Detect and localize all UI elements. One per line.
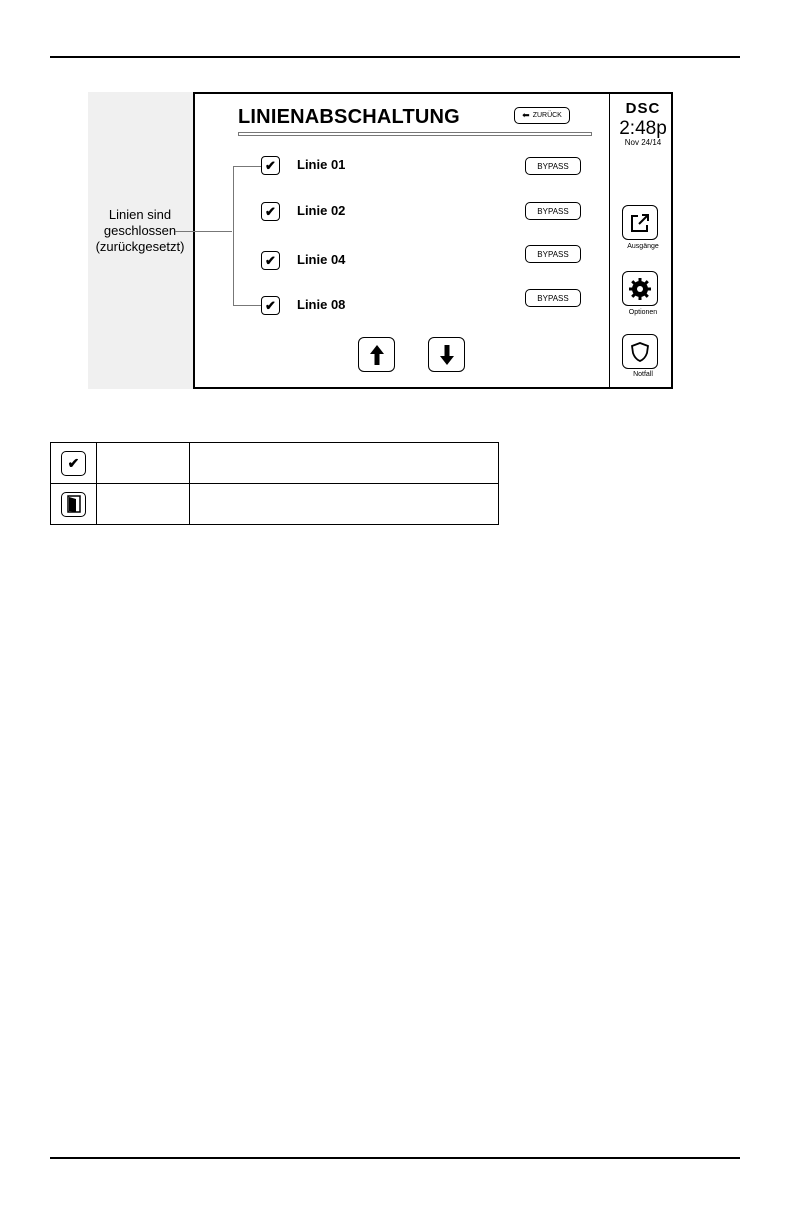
checkmark-icon: ✔ <box>61 451 86 476</box>
table-row <box>51 443 499 484</box>
sidebar-options-label: Optionen <box>628 309 658 316</box>
title-divider <box>238 132 592 136</box>
zone-label: Linie 02 <box>297 203 346 218</box>
scroll-up-button[interactable] <box>358 337 395 372</box>
callout-line-2: geschlossen <box>103 223 177 238</box>
bypass-button[interactable]: BYPASS <box>525 245 581 263</box>
legend-description-cell <box>190 484 499 525</box>
zone-closed-checkbox[interactable] <box>261 156 280 175</box>
arrow-up-icon <box>369 344 385 366</box>
callout-leader-line <box>175 231 232 232</box>
footer-rule <box>50 1157 740 1159</box>
legend-name-cell <box>97 484 190 525</box>
emergency-button[interactable] <box>622 334 658 369</box>
back-button-label: ZURÜCK <box>532 112 562 119</box>
zone-closed-checkbox[interactable] <box>261 296 280 315</box>
legend-icon-cell <box>51 484 97 525</box>
outputs-icon <box>629 212 651 234</box>
sidebar-emergency-label: Notfall <box>633 371 653 378</box>
arrow-left-icon: ⬅ <box>522 110 530 120</box>
clock-time: 2:48p <box>619 118 667 139</box>
zone-label: Linie 04 <box>297 252 346 267</box>
legend-description-cell <box>190 443 499 484</box>
callout-bracket <box>233 166 234 305</box>
zone-label: Linie 01 <box>297 157 346 172</box>
options-button[interactable] <box>622 271 658 306</box>
callout-line-1: Linien sind <box>108 207 172 222</box>
zone-closed-checkbox[interactable] <box>261 251 280 270</box>
open-door-icon <box>61 492 86 517</box>
checkmark-icon: ✔ <box>265 157 276 173</box>
table-row <box>51 484 499 525</box>
zone-label: Linie 08 <box>297 297 346 312</box>
brand-logo: DSC <box>625 100 661 117</box>
sidebar-outputs-label: Ausgänge <box>627 243 659 250</box>
callout-bracket-tick <box>233 305 261 306</box>
outputs-button[interactable] <box>622 205 658 240</box>
icon-legend-table <box>50 442 499 525</box>
arrow-down-icon <box>439 344 455 366</box>
gear-icon <box>628 277 652 301</box>
sidebar-divider <box>609 94 610 387</box>
legend-icon-cell <box>51 443 97 484</box>
shield-icon <box>630 341 650 363</box>
legend-name-cell <box>97 443 190 484</box>
bypass-button[interactable]: BYPASS <box>525 289 581 307</box>
bypass-button[interactable]: BYPASS <box>525 202 581 220</box>
scroll-down-button[interactable] <box>428 337 465 372</box>
checkmark-icon: ✔ <box>265 252 276 268</box>
checkmark-icon: ✔ <box>265 203 276 219</box>
header-rule <box>50 56 740 58</box>
page-title: LINIENABSCHALTUNG <box>238 106 460 128</box>
keypad-screen <box>193 92 673 389</box>
clock-date: Nov 24/14 <box>624 138 662 147</box>
back-button[interactable] <box>514 107 570 124</box>
zone-closed-checkbox[interactable] <box>261 202 280 221</box>
callout-line-3: (zurückgesetzt) <box>95 239 185 254</box>
callout-bracket-tick <box>233 166 261 167</box>
checkmark-icon: ✔ <box>265 297 276 313</box>
bypass-button[interactable]: BYPASS <box>525 157 581 175</box>
